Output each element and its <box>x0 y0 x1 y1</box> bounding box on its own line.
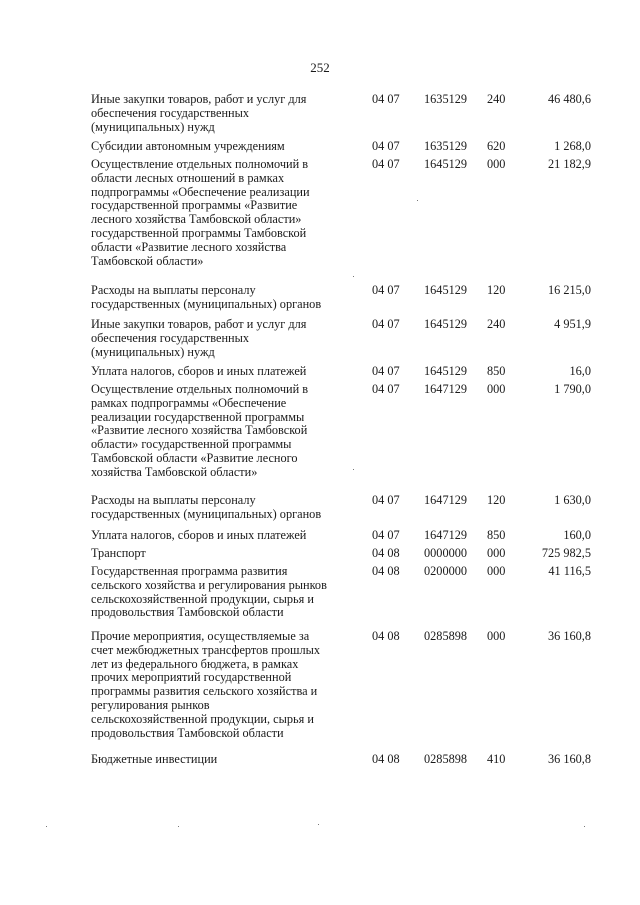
scan-speck <box>353 276 354 277</box>
row-section-code: 04 07 <box>372 139 400 153</box>
row-name: Осуществление отдельных полномочий в рамках подпрограммы «Обеспечение реализации государственной программы «Развитие лесного хозяйства Тамбовской области» государственной программы Тамбовской области «Развитие лесного хозяйства Тамбовской области» <box>91 382 309 479</box>
row-expense-type: 000 <box>487 157 506 171</box>
row-amount: 16 215,0 <box>547 283 591 297</box>
row-amount: 1 630,0 <box>554 493 591 507</box>
scan-speck <box>46 826 47 827</box>
row-expense-type: 240 <box>487 317 506 331</box>
row-section-code: 04 07 <box>372 157 400 171</box>
row-section-code: 04 07 <box>372 364 400 378</box>
page-number: 252 <box>310 60 330 75</box>
row-amount: 41 116,5 <box>548 564 591 578</box>
scan-speck <box>178 826 179 827</box>
row-target-code: 0200000 <box>424 564 468 578</box>
row-amount: 1 268,0 <box>554 139 591 153</box>
row-amount: 46 480,6 <box>547 92 591 106</box>
row-name: Прочие мероприятия, осуществляемые за счет межбюджетных трансфертов прошлых лет из федерального бюджета, в рамках прочих мероприятий государственной программы развития сельского хозяйства и регулирования рынков сельскохозяйственной продукции, сырья и продовольствия Тамбовской области <box>91 629 321 740</box>
row-expense-type: 850 <box>487 364 506 378</box>
row-target-code: 1645129 <box>424 283 468 297</box>
row-name: Уплата налогов, сборов и иных платежей <box>91 528 307 542</box>
row-target-code: 0285898 <box>424 752 468 766</box>
row-amount: 16,0 <box>569 364 591 378</box>
row-section-code: 04 07 <box>372 382 400 396</box>
row-target-code: 1647129 <box>424 528 468 542</box>
row-target-code: 1645129 <box>424 317 468 331</box>
row-target-code: 1645129 <box>424 364 468 378</box>
row-name: Бюджетные инвестиции <box>91 752 218 766</box>
row-target-code: 0285898 <box>424 629 468 643</box>
row-name: Транспорт <box>91 546 146 560</box>
row-expense-type: 120 <box>487 283 506 297</box>
row-expense-type: 120 <box>487 493 506 507</box>
row-name: Осуществление отдельных полномочий в области лесных отношений в рамках подпрограммы «Обеспечение реализации государственной программы «Развитие лесного хозяйства Тамбовской области» государственной программы Тамбовской области «Развитие лесного хозяйства Тамбовской области» <box>91 157 310 268</box>
row-name: Расходы на выплаты персоналу государственных (муниципальных) органов <box>91 493 322 521</box>
row-name: Уплата налогов, сборов и иных платежей <box>91 364 307 378</box>
row-expense-type: 000 <box>487 546 506 560</box>
row-section-code: 04 08 <box>372 629 400 643</box>
row-name: Иные закупки товаров, работ и услуг для обеспечения государственных (муниципальных) нужд <box>91 317 307 359</box>
row-section-code: 04 07 <box>372 528 400 542</box>
row-section-code: 04 07 <box>372 92 400 106</box>
row-amount: 4 951,9 <box>554 317 591 331</box>
row-section-code: 04 07 <box>372 283 400 297</box>
row-target-code: 1645129 <box>424 157 468 171</box>
row-amount: 160,0 <box>563 528 591 542</box>
row-section-code: 04 08 <box>372 546 400 560</box>
row-target-code: 0000000 <box>424 546 468 560</box>
row-expense-type: 000 <box>487 629 506 643</box>
row-name: Расходы на выплаты персоналу государственных (муниципальных) органов <box>91 283 322 311</box>
row-target-code: 1647129 <box>424 493 468 507</box>
row-amount: 36 160,8 <box>547 629 591 643</box>
row-section-code: 04 08 <box>372 752 400 766</box>
row-expense-type: 620 <box>487 139 506 153</box>
row-expense-type: 240 <box>487 92 506 106</box>
row-section-code: 04 08 <box>372 564 400 578</box>
row-expense-type: 000 <box>487 382 506 396</box>
scan-speck <box>318 824 319 825</box>
row-target-code: 1635129 <box>424 92 468 106</box>
scan-speck <box>353 469 354 470</box>
row-section-code: 04 07 <box>372 493 400 507</box>
row-amount: 1 790,0 <box>554 382 591 396</box>
row-section-code: 04 07 <box>372 317 400 331</box>
row-name: Субсидии автономным учреждениям <box>91 139 285 153</box>
row-expense-type: 410 <box>487 752 506 766</box>
row-expense-type: 850 <box>487 528 506 542</box>
row-name: Государственная программа развития сельского хозяйства и регулирования рынков сельскохозяйственной продукции, сырья и продовольствия Тамбовской области <box>91 564 327 620</box>
row-amount: 725 982,5 <box>541 546 591 560</box>
scan-speck <box>417 200 418 201</box>
row-target-code: 1635129 <box>424 139 468 153</box>
scan-speck <box>584 826 585 827</box>
row-name: Иные закупки товаров, работ и услуг для обеспечения государственных (муниципальных) нужд <box>91 92 307 134</box>
row-amount: 21 182,9 <box>547 157 591 171</box>
row-amount: 36 160,8 <box>547 752 591 766</box>
row-expense-type: 000 <box>487 564 506 578</box>
row-target-code: 1647129 <box>424 382 468 396</box>
